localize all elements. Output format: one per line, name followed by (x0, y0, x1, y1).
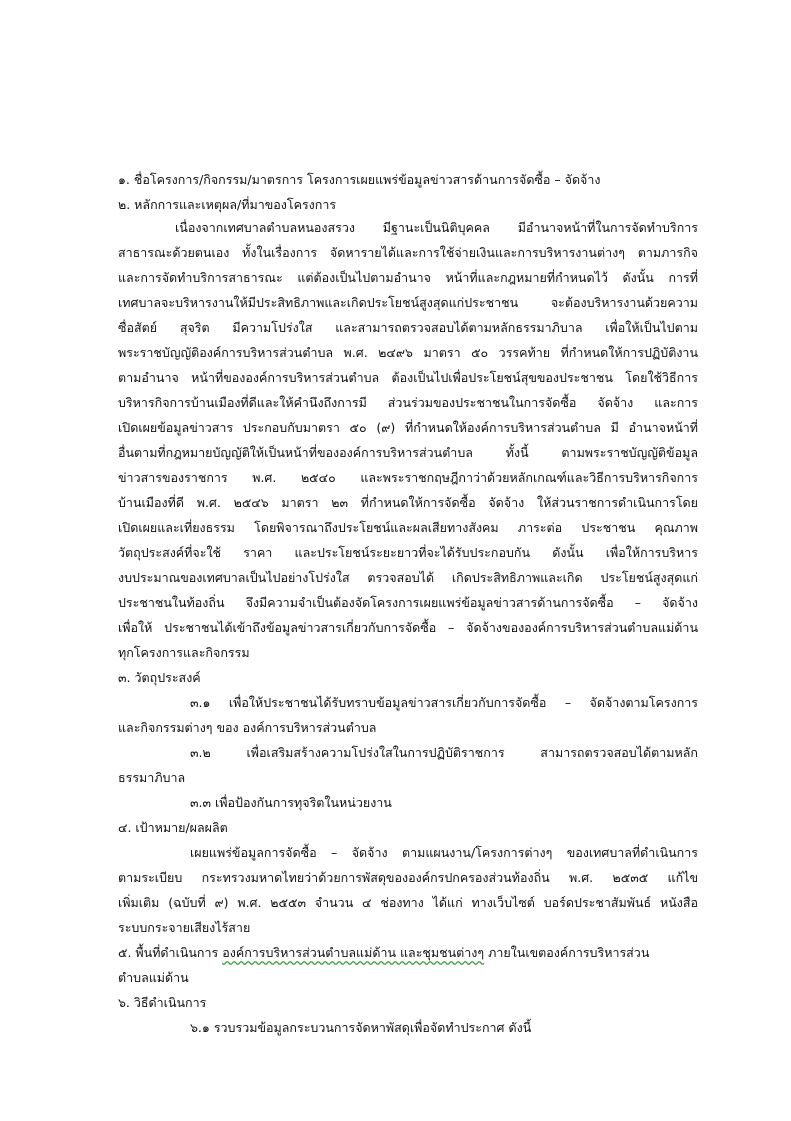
section-2-heading: ๒. หลักการและเหตุผล/ที่มาของโครงการ (118, 197, 337, 212)
section-5-label: ๕. พื้นที่ดำเนินการ (118, 945, 223, 960)
target-line: ตามระเบียบ กระทรวงมหาดไทยว่าด้วยการพัสดุขององค์กรปกครองส่วนท้องถิ่น พ.ศ. ๒๕๓๕ แก้ไข (118, 870, 698, 885)
paragraph-line: ประชาชนในท้องถิ่น จึงมีความจำเป็นต้องจัดโครงการเผยแพร่ข้อมูลข่าวสารด้านการจัดซื้อ – จัดจ้าง (118, 595, 698, 610)
paragraph-line: บ้านเมืองที่ดี พ.ศ. ๒๕๔๖ มาตรา ๒๓ ที่กำหนดให้การจัดซื้อ จัดจ้าง ให้ส่วนราชการดำเนินการโดย (118, 495, 698, 510)
section-6-heading: ๖. วิธีดำเนินการ (118, 995, 207, 1010)
target-line: เพิ่มเติม (ฉบับที่ ๙) พ.ศ. ๒๕๕๓ จำนวน ๔ ช่องทาง ได้แก่ ทางเว็บไซต์ บอร์ดประชาสัมพันธ์ หนังสือ (118, 895, 698, 910)
section-4-heading: ๔. เป้าหมาย/ผลผลิต (118, 820, 228, 835)
paragraph-line: พระราชบัญญัติองค์การบริหารส่วนตำบล พ.ศ. ๒๔๙๖ มาตรา ๕๐ วรรคท้าย ที่กำหนดให้การปฏิบัติงาน (118, 345, 698, 360)
paragraph-line: เพื่อให้ ประชาชนได้เข้าถึงข้อมูลข่าวสารเกี่ยวกับการจัดซื้อ – จัดจ้างขององค์การบริหารส่วนตำบลแม่ด้าน (118, 620, 698, 635)
objective-3-2: ๓.๒ เพื่อเสริมสร้างความโปร่งใสในการปฏิบัติราชการ สามารถตรวจสอบได้ตามหลัก (190, 745, 698, 760)
section-5-area-continued: ตำบลแม่ด้าน (118, 970, 189, 985)
section-5-area-underlined: องค์การบริหารส่วนตำบลแม่ด้าน และชุมชนต่างๆ (222, 945, 485, 960)
objective-3-3: ๓.๓ เพื่อป้องกันการทุจริตในหน่วยงาน (190, 795, 392, 810)
paragraph-line: ตามอำนาจ หน้าที่ขององค์การบริหารส่วนตำบล ต้องเป็นไปเพื่อประโยชน์สุขของประชาชน โดยใช้วิธีการ (118, 370, 698, 385)
paragraph-line: เปิดเผยข้อมูลข่าวสาร ประกอบกับมาตรา ๕๐ (๙) ที่กำหนดให้องค์การบริหารส่วนตำบล มี อำนาจหน้าที่ (118, 420, 698, 435)
paragraph-line: วัตถุประสงค์ที่จะใช้ ราคา และประโยชน์ระยะยาวที่จะได้รับประกอบกัน ดังนั้น เพื่อให้การบริหาร (118, 545, 698, 560)
paragraph-line: เนื่องจากเทศบาลตำบลหนองสรวง มีฐานะเป็นนิติบุคคล มีอำนาจหน้าที่ในการจัดทำบริการ (175, 220, 698, 235)
paragraph-line: สาธารณะด้วยตนเอง ทั้งในเรื่องการ จัดหารายได้และการใช้จ่ายเงินและการบริหารงานต่างๆ ตามภารกิจ (118, 245, 698, 260)
paragraph-line: อื่นตามที่กฎหมายบัญญัติให้เป็นหน้าที่ขององค์การบริหารส่วนตำบล ทั้งนี้ ตามพระราชบัญญัติข้อมูล (118, 445, 698, 460)
section-1-project-name: ๑. ชื่อโครงการ/กิจกรรม/มาตรการ โครงการเผยแพร่ข้อมูลข่าวสารด้านการจัดซื้อ – จัดจ้าง (118, 172, 601, 187)
paragraph-line: งบประมาณของเทศบาลเป็นไปอย่างโปร่งใส ตรวจสอบได้ เกิดประสิทธิภาพและเกิด ประโยชน์สูงสุดแก่ (118, 570, 698, 585)
paragraph-line: เทศบาลจะบริหารงานให้มีประสิทธิภาพและเกิดประโยชน์สูงสุดแก่ประชาชน จะต้องบริหารงานด้วยความ (118, 295, 698, 310)
paragraph-line: บริหารกิจการบ้านเมืองที่ดีและให้คำนึงถึงการมี ส่วนร่วมของประชาชนในการจัดซื้อ จัดจ้าง และการ (118, 395, 698, 410)
section-5-area (118, 947, 649, 960)
paragraph-line: เปิดเผยและเที่ยงธรรม โดยพิจารณาถึงประโยชน์และผลเสียทางสังคม ภาระต่อ ประชาชน คุณภาพ (118, 520, 698, 535)
paragraph-line: ทุกโครงการและกิจกรรม (118, 645, 250, 660)
paragraph-line: ซื่อสัตย์ สุจริต มีความโปร่งใส และสามารถตรวจสอบได้ตามหลักธรรมาภิบาล เพื่อให้เป็นไปตาม (118, 320, 698, 335)
target-line: เผยแพร่ข้อมูลการจัดซื้อ – จัดจ้าง ตามแผนงาน/โครงการต่างๆ ของเทศบาลที่ดำเนินการ (190, 845, 698, 860)
method-6-1: ๖.๑ รวบรวมข้อมูลกระบวนการจัดหาพัสดุเพื่อจัดทำประกาศ ดังนี้ (190, 1020, 532, 1035)
section-3-heading: ๓. วัตถุประสงค์ (118, 670, 201, 685)
section-5-suffix: ภายในเขตองค์การบริหารส่วน (484, 945, 650, 960)
target-line: ระบบกระจายเสียงไร้สาย (118, 920, 251, 935)
paragraph-line: ข่าวสารของราชการ พ.ศ. ๒๕๔๐ และพระราชกฤษฎีกาว่าด้วยหลักเกณฑ์และวิธีการบริหารกิจการ (118, 470, 698, 485)
objective-3-1: ๓.๑ เพื่อให้ประชาชนได้รับทราบข้อมูลข่าวสารเกี่ยวกับการจัดซื้อ – จัดจ้างตามโครงการ (190, 695, 698, 710)
paragraph-line: และการจัดทำบริการสาธารณะ แต่ต้องเป็นไปตามอำนาจ หน้าที่และกฎหมายที่กำหนดไว้ ดังนั้น การที่ (118, 270, 698, 285)
objective-3-2-continued: ธรรมาภิบาล (118, 770, 186, 785)
objective-3-1-continued: และกิจกรรมต่างๆ ของ องค์การบริหารส่วนตำบล (118, 720, 377, 735)
